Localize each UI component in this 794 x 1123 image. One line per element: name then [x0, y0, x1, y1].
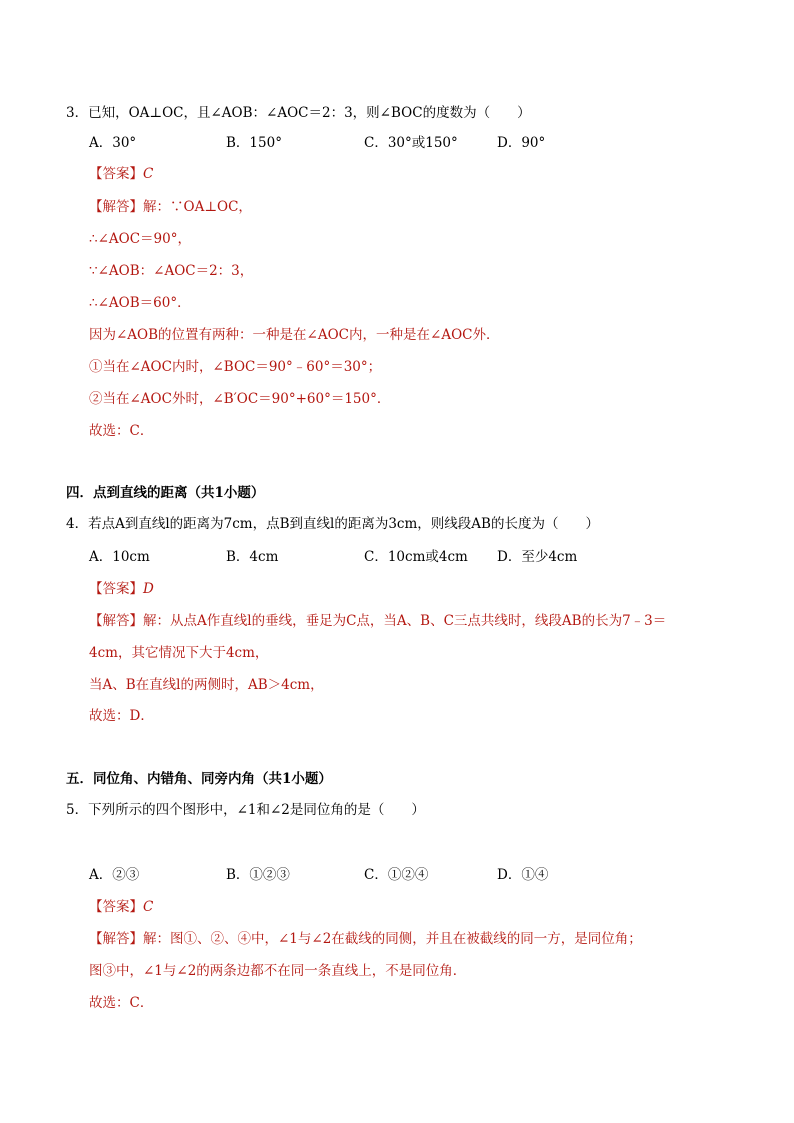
q5-option-a: A．②③ [89, 867, 140, 883]
question-4-stem: 4．若点A到直线l的距离为7cm，点B到直线l的距离为3cm，则线段AB的长度为（ ） [66, 516, 599, 532]
question-3-stem: 3．已知，OA⊥OC，且∠AOB：∠AOC＝2：3，则∠BOC的度数为（ ） [66, 105, 531, 121]
q3-option-a: A．30° [89, 135, 137, 151]
q3-solution-line-2: ∴∠AOC＝90°， [89, 231, 191, 247]
q3-solution-line-8: 故选：C． [89, 423, 154, 439]
q3-solution-line-6: ①当在∠AOC内时，∠BOC＝90°﹣60°＝30°； [89, 359, 382, 375]
q5-answer [89, 898, 153, 916]
answer-tag: 【答案】 [89, 899, 143, 915]
answer-tag: 【答案】 [89, 581, 143, 597]
q3-option-d: D．90° [497, 135, 546, 151]
answer-value: C [143, 899, 154, 915]
section-5-title: 五．同位角、内错角、同旁内角（共1小题） [66, 771, 332, 787]
solution-text: 解：从点A作直线l的垂线，垂足为C点，当A、B、C三点共线时，线段AB的长为7﹣3＝ [143, 613, 667, 629]
q3-answer [89, 165, 153, 183]
q3-option-c: C．30°或150° [364, 135, 458, 151]
solution-tag: 【解答】 [89, 613, 143, 629]
q3-solution-line-4: ∴∠AOB＝60°． [89, 295, 191, 311]
q3-solution-line-3: ∵∠AOB：∠AOC＝2：3， [89, 263, 254, 279]
q4-solution-line-3: 当A、B在直线l的两侧时，AB＞4cm， [89, 677, 324, 693]
answer-value: D [143, 581, 154, 597]
answer-tag: 【答案】 [89, 166, 143, 182]
q5-option-c: C．①②④ [364, 867, 429, 883]
q4-option-c: C．10cm或4cm [364, 549, 468, 565]
q3-solution-line-7: ②当在∠AOC外时，∠B′OC＝90°+60°＝150°． [89, 391, 391, 407]
q4-solution-line-1 [89, 612, 666, 630]
q5-solution-line-3: 故选：C． [89, 995, 154, 1011]
q4-option-a: A．10cm [89, 549, 150, 565]
q3-option-b: B．150° [226, 135, 282, 151]
solution-tag: 【解答】 [89, 199, 143, 215]
solution-text: 解：∵OA⊥OC， [143, 199, 252, 215]
q4-solution-line-4: 故选：D． [89, 708, 154, 724]
q3-solution-line-1 [89, 198, 252, 216]
q5-option-d: D．①④ [497, 867, 549, 883]
q3-solution-line-5: 因为∠AOB的位置有两种：一种是在∠AOC内，一种是在∠AOC外． [89, 327, 500, 343]
q5-option-b: B．①②③ [226, 867, 290, 883]
solution-text: 解：图①、②、④中，∠1与∠2在截线的同侧，并且在被截线的同一方，是同位角； [143, 931, 642, 947]
question-5-stem: 5．下列所示的四个图形中，∠1和∠2是同位角的是（ ） [66, 802, 425, 818]
section-4-title: 四．点到直线的距离（共1小题） [66, 485, 265, 501]
q4-solution-line-2: 4cm，其它情况下大于4cm， [89, 645, 269, 661]
q4-option-d: D．至少4cm [497, 549, 578, 565]
q5-solution-line-2: 图③中，∠1与∠2的两条边都不在同一条直线上，不是同位角． [89, 963, 467, 979]
answer-value: C [143, 166, 154, 182]
solution-tag: 【解答】 [89, 931, 143, 947]
q4-option-b: B．4cm [226, 549, 279, 565]
q5-solution-line-1 [89, 930, 642, 948]
q4-answer [89, 580, 154, 598]
